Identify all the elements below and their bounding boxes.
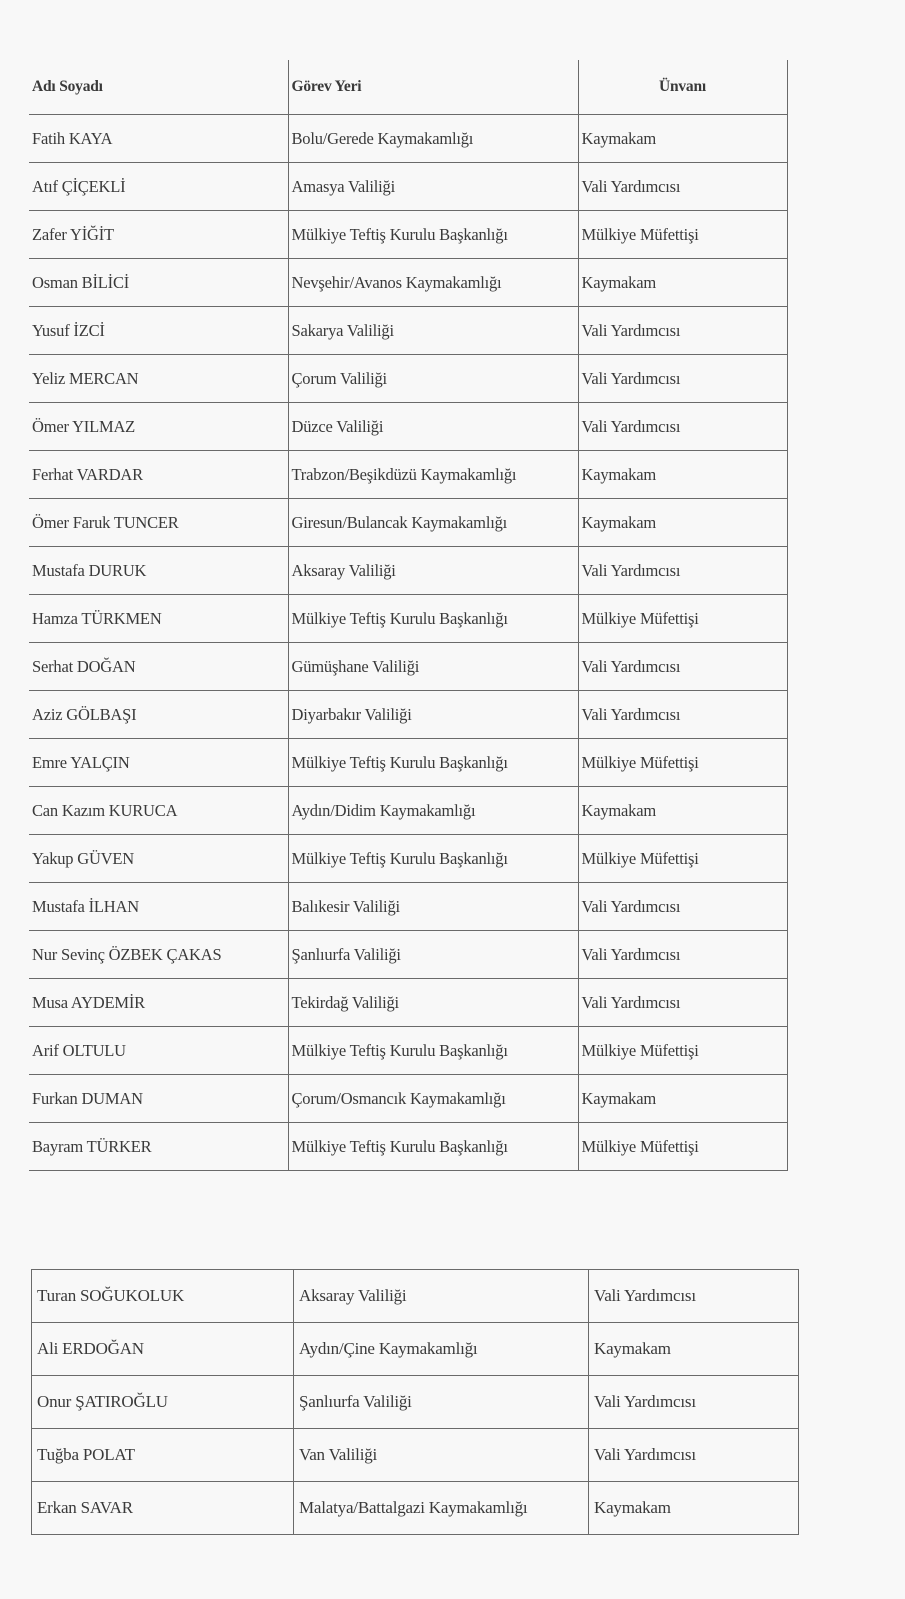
cell-place: Nevşehir/Avanos Kaymakamlığı xyxy=(288,259,578,307)
cell-name: Yusuf İZCİ xyxy=(29,307,288,355)
table-row xyxy=(29,307,787,355)
table-row xyxy=(32,1270,799,1323)
cell-title: Vali Yardımcısı xyxy=(578,307,787,355)
cell-title: Vali Yardımcısı xyxy=(578,355,787,403)
cell-title: Mülkiye Müfettişi xyxy=(578,595,787,643)
table-row xyxy=(29,547,787,595)
cell-name: Musa AYDEMİR xyxy=(29,979,288,1027)
table-row xyxy=(29,355,787,403)
cell-name: Mustafa İLHAN xyxy=(29,883,288,931)
assignments-table xyxy=(29,60,788,1171)
cell-title: Vali Yardımcısı xyxy=(589,1376,799,1429)
cell-name: Nur Sevinç ÖZBEK ÇAKAS xyxy=(29,931,288,979)
cell-place: Şanlıurfa Valiliği xyxy=(288,931,578,979)
cell-name: Hamza TÜRKMEN xyxy=(29,595,288,643)
cell-place: Van Valiliği xyxy=(294,1429,589,1482)
cell-place: Aydın/Çine Kaymakamlığı xyxy=(294,1323,589,1376)
table-row xyxy=(29,835,787,883)
cell-place: Aksaray Valiliği xyxy=(288,547,578,595)
cell-title: Kaymakam xyxy=(578,259,787,307)
table-row xyxy=(29,211,787,259)
cell-title: Kaymakam xyxy=(578,1075,787,1123)
table-row xyxy=(29,595,787,643)
cell-title: Mülkiye Müfettişi xyxy=(578,1123,787,1171)
cell-place: Mülkiye Teftiş Kurulu Başkanlığı xyxy=(288,1123,578,1171)
cell-name: Can Kazım KURUCA xyxy=(29,787,288,835)
header-title: Ünvanı xyxy=(578,60,787,115)
cell-place: Düzce Valiliği xyxy=(288,403,578,451)
cell-name: Zafer YİĞİT xyxy=(29,211,288,259)
cell-name: Erkan SAVAR xyxy=(32,1482,294,1535)
table-row xyxy=(29,259,787,307)
table-row xyxy=(29,163,787,211)
table-row xyxy=(29,403,787,451)
cell-place: Amasya Valiliği xyxy=(288,163,578,211)
cell-title: Vali Yardımcısı xyxy=(578,403,787,451)
table-row xyxy=(29,499,787,547)
cell-name: Atıf ÇİÇEKLİ xyxy=(29,163,288,211)
cell-name: Ömer YILMAZ xyxy=(29,403,288,451)
table-row xyxy=(32,1376,799,1429)
cell-title: Mülkiye Müfettişi xyxy=(578,739,787,787)
cell-title: Mülkiye Müfettişi xyxy=(578,211,787,259)
assignments-table-body xyxy=(29,115,787,1171)
cell-name: Mustafa DURUK xyxy=(29,547,288,595)
cell-place: Giresun/Bulancak Kaymakamlığı xyxy=(288,499,578,547)
cell-name: Ferhat VARDAR xyxy=(29,451,288,499)
cell-title: Mülkiye Müfettişi xyxy=(578,1027,787,1075)
cell-name: Fatih KAYA xyxy=(29,115,288,163)
cell-place: Mülkiye Teftiş Kurulu Başkanlığı xyxy=(288,595,578,643)
table-row xyxy=(29,691,787,739)
cell-name: Tuğba POLAT xyxy=(32,1429,294,1482)
cell-name: Yeliz MERCAN xyxy=(29,355,288,403)
cell-name: Yakup GÜVEN xyxy=(29,835,288,883)
header-name: Adı Soyadı xyxy=(29,60,288,115)
cell-title: Vali Yardımcısı xyxy=(589,1429,799,1482)
cell-place: Mülkiye Teftiş Kurulu Başkanlığı xyxy=(288,1027,578,1075)
cell-name: Serhat DOĞAN xyxy=(29,643,288,691)
table-row xyxy=(32,1429,799,1482)
table-row xyxy=(32,1323,799,1376)
cell-place: Mülkiye Teftiş Kurulu Başkanlığı xyxy=(288,739,578,787)
cell-name: Turan SOĞUKOLUK xyxy=(32,1270,294,1323)
table-row xyxy=(29,115,787,163)
cell-place: Mülkiye Teftiş Kurulu Başkanlığı xyxy=(288,835,578,883)
cell-place: Şanlıurfa Valiliği xyxy=(294,1376,589,1429)
cell-title: Kaymakam xyxy=(589,1482,799,1535)
cell-name: Furkan DUMAN xyxy=(29,1075,288,1123)
cell-place: Balıkesir Valiliği xyxy=(288,883,578,931)
cell-title: Vali Yardımcısı xyxy=(578,547,787,595)
cell-name: Emre YALÇIN xyxy=(29,739,288,787)
table-row xyxy=(29,739,787,787)
table-row xyxy=(29,1123,787,1171)
additional-assignments-table xyxy=(31,1269,799,1535)
table-row xyxy=(29,1027,787,1075)
cell-place: Tekirdağ Valiliği xyxy=(288,979,578,1027)
cell-title: Vali Yardımcısı xyxy=(589,1270,799,1323)
table-row xyxy=(29,451,787,499)
cell-title: Vali Yardımcısı xyxy=(578,643,787,691)
cell-place: Diyarbakır Valiliği xyxy=(288,691,578,739)
cell-place: Çorum Valiliği xyxy=(288,355,578,403)
cell-title: Vali Yardımcısı xyxy=(578,931,787,979)
cell-name: Onur ŞATIROĞLU xyxy=(32,1376,294,1429)
cell-place: Gümüşhane Valiliği xyxy=(288,643,578,691)
table-row xyxy=(29,643,787,691)
table-row xyxy=(32,1482,799,1535)
table-row xyxy=(29,883,787,931)
cell-title: Vali Yardımcısı xyxy=(578,163,787,211)
cell-place: Aydın/Didim Kaymakamlığı xyxy=(288,787,578,835)
cell-place: Aksaray Valiliği xyxy=(294,1270,589,1323)
cell-place: Bolu/Gerede Kaymakamlığı xyxy=(288,115,578,163)
cell-title: Vali Yardımcısı xyxy=(578,691,787,739)
cell-place: Sakarya Valiliği xyxy=(288,307,578,355)
cell-place: Trabzon/Beşikdüzü Kaymakamlığı xyxy=(288,451,578,499)
cell-place: Çorum/Osmancık Kaymakamlığı xyxy=(288,1075,578,1123)
cell-title: Kaymakam xyxy=(578,451,787,499)
additional-assignments-table-body xyxy=(32,1270,799,1535)
cell-name: Osman BİLİCİ xyxy=(29,259,288,307)
cell-name: Arif OLTULU xyxy=(29,1027,288,1075)
cell-place: Mülkiye Teftiş Kurulu Başkanlığı xyxy=(288,211,578,259)
table-row xyxy=(29,931,787,979)
cell-title: Vali Yardımcısı xyxy=(578,979,787,1027)
table-row xyxy=(29,1075,787,1123)
cell-title: Mülkiye Müfettişi xyxy=(578,835,787,883)
cell-title: Kaymakam xyxy=(589,1323,799,1376)
table-header-row xyxy=(29,60,787,115)
cell-title: Vali Yardımcısı xyxy=(578,883,787,931)
cell-place: Malatya/Battalgazi Kaymakamlığı xyxy=(294,1482,589,1535)
cell-title: Kaymakam xyxy=(578,115,787,163)
cell-title: Kaymakam xyxy=(578,499,787,547)
cell-title: Kaymakam xyxy=(578,787,787,835)
cell-name: Ali ERDOĞAN xyxy=(32,1323,294,1376)
cell-name: Ömer Faruk TUNCER xyxy=(29,499,288,547)
table-row xyxy=(29,979,787,1027)
cell-name: Aziz GÖLBAŞI xyxy=(29,691,288,739)
table-row xyxy=(29,787,787,835)
cell-name: Bayram TÜRKER xyxy=(29,1123,288,1171)
header-place: Görev Yeri xyxy=(288,60,578,115)
